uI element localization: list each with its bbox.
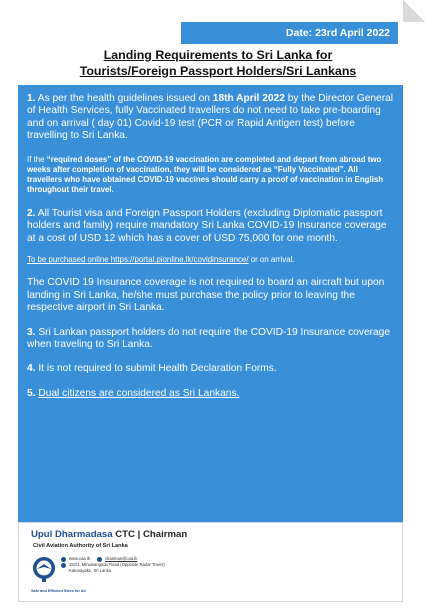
signature-footer [18,522,403,602]
item-1-text-a: As per the health guidelines issued on [35,93,213,104]
contact-block [61,556,165,574]
item-1-date: 18th April 2022 [212,93,285,104]
tagline: Safe and Efficient Skies for All [31,589,86,593]
signatory-name: Upul Dharmadasa [31,529,113,540]
purchase-note [27,255,394,265]
item-1-text-b: by the Director General of Health Services, fully Vaccinated travellers do not need to take pre-boarding and on arrival ( day 01) Covid-19 test (PCR or Rapid Antigen test) before travelling to Sri Lanka. [27,93,394,142]
item-5 [27,388,394,400]
requirements-box [18,85,403,522]
caa-logo-icon [31,555,57,583]
address-line-1: 152/1, Minuwangoda Road (Opposite Radar Tower) [69,562,165,567]
email[interactable]: chairman@caa.lk [104,556,138,561]
date-text: Date: 23rd April 2022 [285,27,390,39]
item-4-number: 4. [27,363,36,375]
page-title [28,48,408,79]
item-4-text: It is not required to submit Health Declaration Forms. [35,363,277,375]
contact-row-address-2 [61,568,165,574]
item-4 [27,363,394,375]
note-text-a: If the [27,154,47,164]
item-2-text: All Tourist visa and Foreign Passport Holders (excluding Diplomatic passport holders and family) require mandatory Sri Lanka COVID-19 Insurance coverage at a cost of USD 12 which has a cover of USD 75,000 for one month. [27,208,387,244]
date-banner [181,22,398,44]
title-line-1: Landing Requirements to Sri Lanka for [103,48,333,62]
item-3 [27,327,394,352]
location-icon [61,563,66,568]
item-3-number: 3. [27,326,36,338]
insurance-paragraph: The COVID 19 Insurance coverage is not required to board an aircraft but upon landing in Sri Lanka, he/she must purchase the policy prior to leaving the respective airport in Sri Lanka. [27,277,385,314]
signatory [31,529,187,540]
item-5-text: Dual citizens are considered as Sri Lankans. [38,387,240,399]
vaccination-note [27,155,394,195]
item-1 [27,93,394,143]
organization-name: Civil Aviation Authority of Sri Lanka [33,543,128,549]
item-2 [27,208,394,245]
signatory-role: CTC | Chairman [112,529,188,540]
address-line-2: Katunayake, Sri Lanka [69,568,112,573]
item-5-number: 5. [27,387,36,399]
page-corner-fold [403,0,425,22]
website[interactable]: www.caa.lk [69,556,90,561]
email-icon [97,557,102,562]
item-3-text: Sri Lankan passport holders do not require the COVID-19 Insurance coverage when traveling to Sri Lanka. [27,326,390,350]
purchase-rest: or on arrival. [248,255,295,265]
globe-icon [61,557,66,562]
insurance-link[interactable]: To be purchased online https://portal.pionline.lk/covidinsurance/ [27,255,249,265]
title-line-2: Tourists/Foreign Passport Holders/Sri Lankans [79,63,357,78]
item-1-number: 1. [27,93,36,104]
note-text-b: “required doses” of the COVID-19 vaccination are completed and depart from abroad two weeks after completion of vaccination, they will be considered as “Fully Vaccinated”. All travellers who have obtained COVID-19 vaccines should carry a proof of vaccination in English throughout their travel. [27,154,384,194]
item-2-number: 2. [27,208,36,219]
